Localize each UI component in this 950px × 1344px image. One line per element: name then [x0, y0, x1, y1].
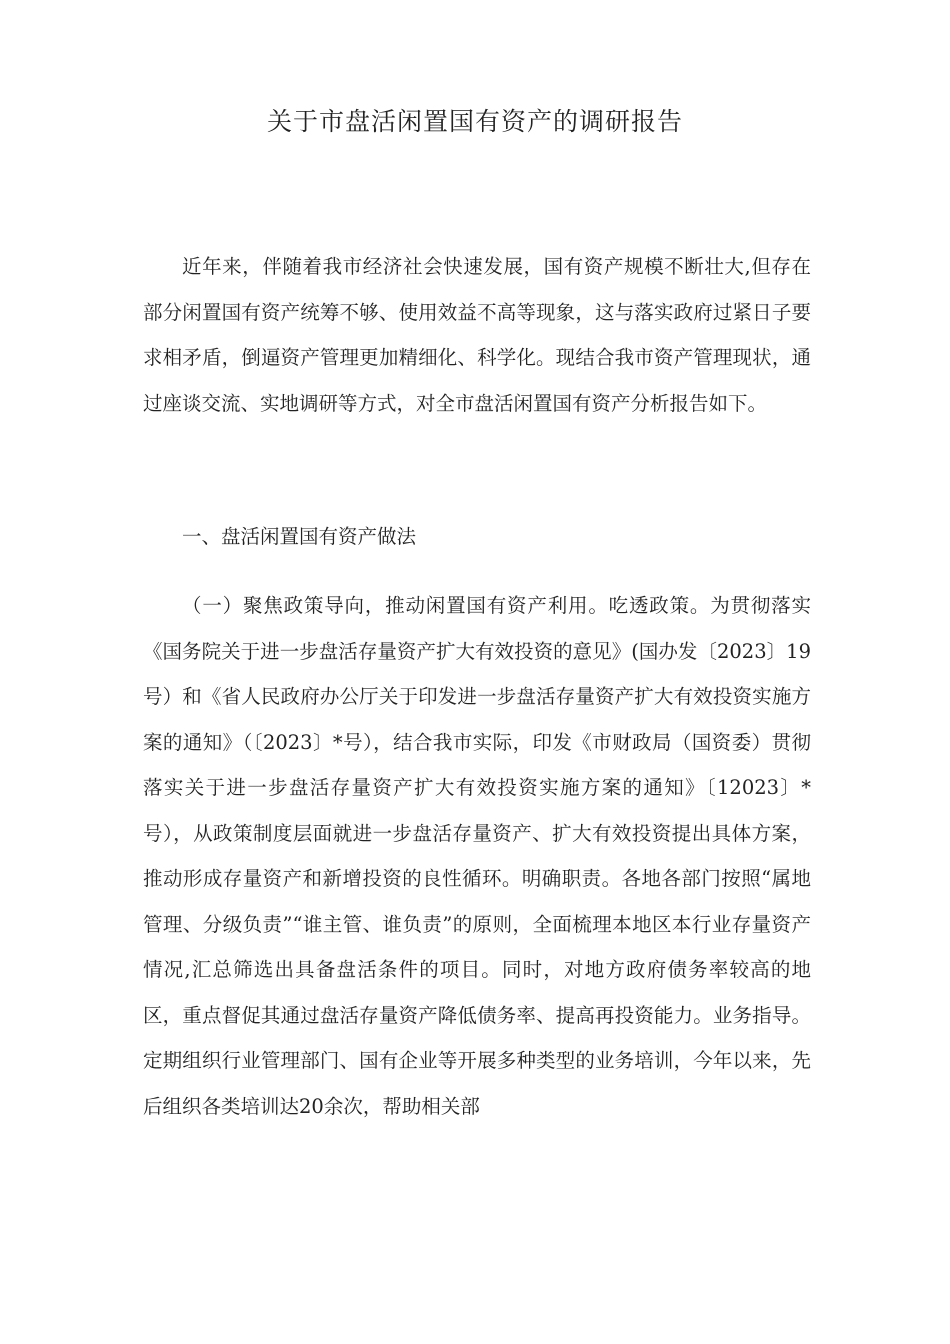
section-paragraph: （一）聚焦政策导向，推动闲置国有资产利用。吃透政策。为贯彻落实《国务院关于进一步盘活存量资产扩大有效投资的意见》(国办发〔2023〕19号）和《省人民政府办公厅关于印发进一步盘活存量资产扩大有效投资实施方案的通知》（〔2023〕*号），结合我市实际，印发《市财政局（国资委）贯彻落实关于进一步盘活存量资产扩大有效投资实施方案的通知》〔12023〕*号），从政策制度层面就进一步盘活存量资产、扩大有效投资提出具体方案，推动形成存量资产和新增投资的良性循环。明确职责。各地各部门按照“属地管理、分级负责”“谁主管、谁负责”的原则，全面梳理本地区本行业存量资产情况,汇总筛选出具备盘活条件的项目。同时，对地方政府债务率较高的地区，重点督促其通过盘活存量资产降低债务率、提高再投资能力。业务指导。定期组织行业管理部门、国有企业等开展多种类型的业务培训，今年以来，先后组织各类培训达20余次，帮助相关部 [143, 594, 811, 1118]
section-heading: 一、盘活闲置国有资产做法 [182, 525, 417, 548]
intro-paragraph: 近年来，伴随着我市经济社会快速发展，国有资产规模不断壮大,但存在部分闲置国有资产统筹不够、使用效益不高等现象，这与落实政府过紧日子要求相矛盾，倒逼资产管理更加精细化、科学化。现结合我市资产管理现状，通过座谈交流、实地调研等方式，对全市盘活闲置国有资产分析报告如下。 [143, 255, 811, 415]
document-title: 关于市盘活闲置国有资产的调研报告 [266, 107, 683, 136]
